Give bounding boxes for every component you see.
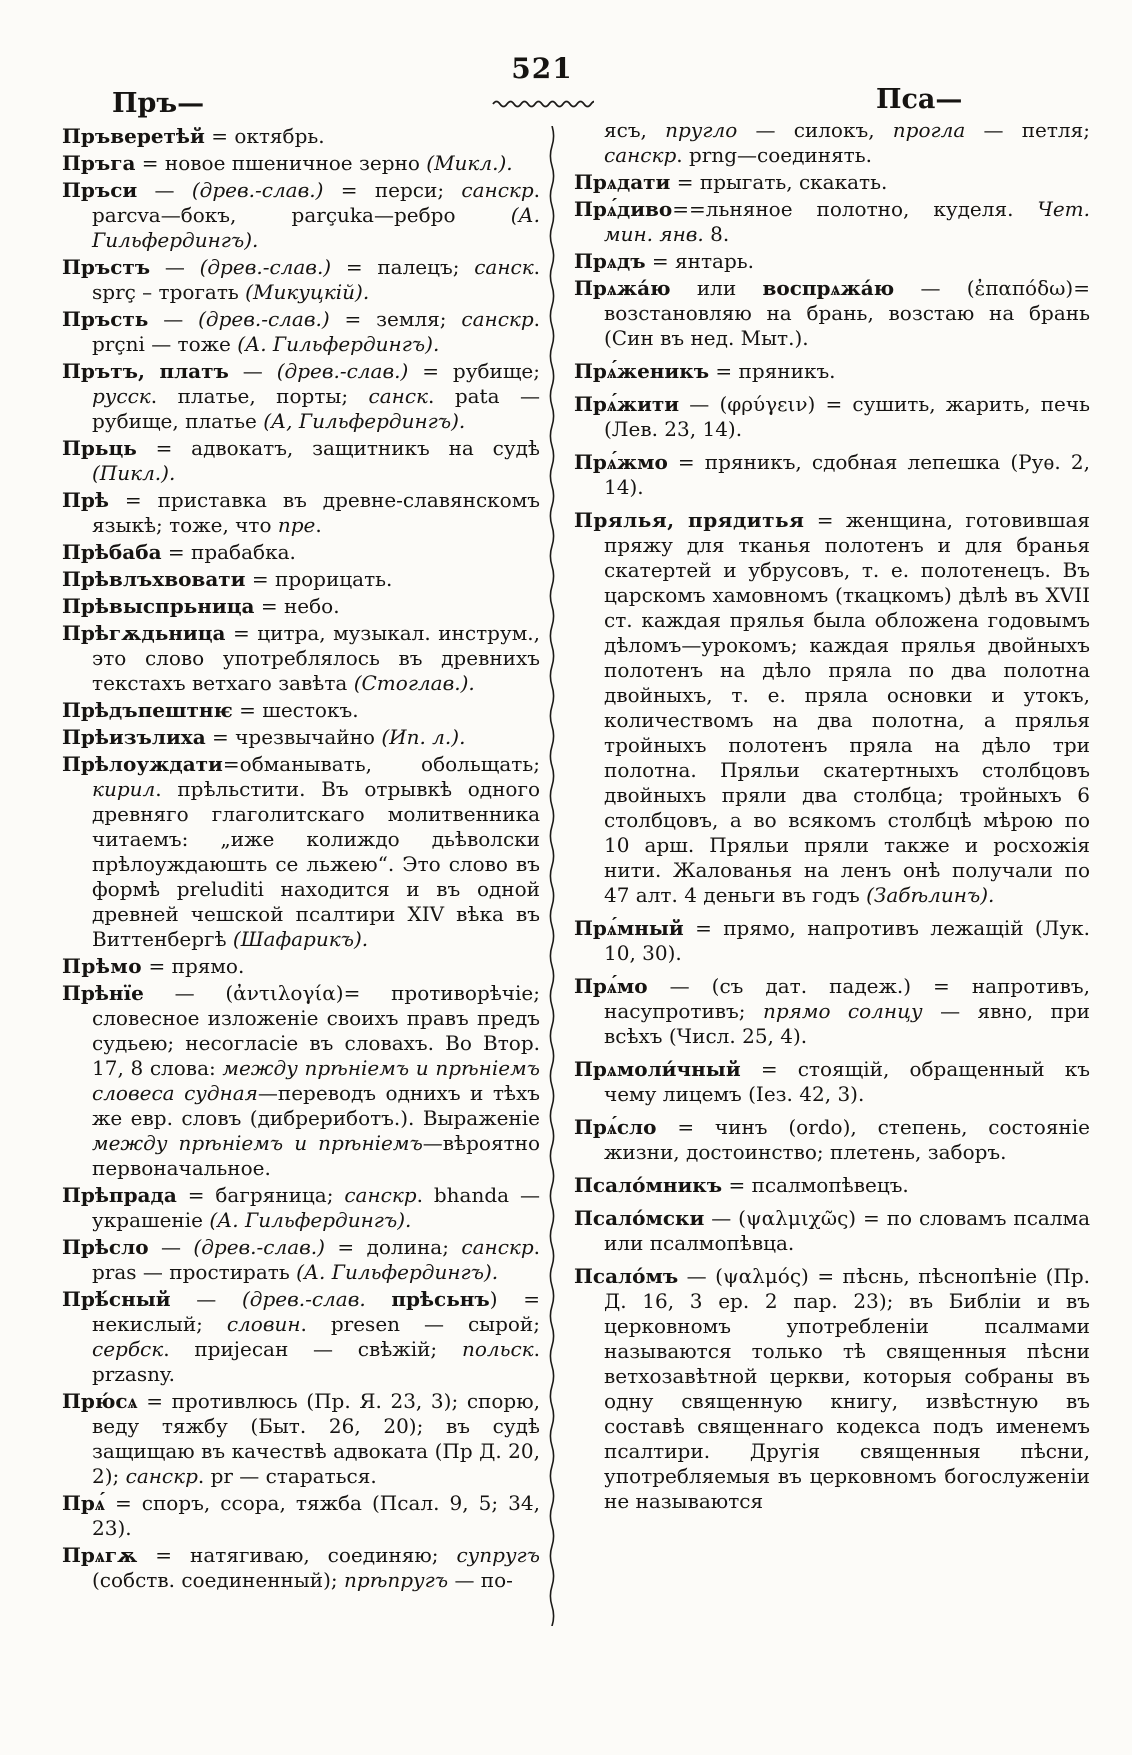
entry-text: = цитра, музыкал. инструм., это слово употреблялось въ древнихъ текстахъ ветхаго завѣта: [92, 621, 540, 695]
dictionary-entry: [574, 1173, 1090, 1198]
entry-text: пре: [277, 513, 316, 537]
entry-text: польск: [461, 1337, 534, 1361]
dictionary-entry: [62, 752, 540, 952]
entry-text: = чрезвычайно: [205, 725, 382, 749]
running-head-left: Пръ—: [112, 88, 205, 119]
entry-text: — (ψαλμός) = пѣснь, пѣснопѣніе (Пр. Д. 16, 3 ер. 2 пар. 23); въ Библіи и въ церковномъ употребленіи псалмами называются только тѣ священныя пѣсни ветхозавѣтной церкви, которыя собраны въ одну священную книгу, извѣстную въ составѣ священнаго кодекса подъ именемъ псалтири. Другія священныя пѣсни, употребляемыя въ церковномъ богослуженіи не называются: [604, 1264, 1090, 1513]
entry-text: санскр: [125, 1464, 198, 1488]
entry-text: . прѣльстити. Въ отрывкѣ одного древняго глаголитскаго молитвенника читаемъ: „иже колиждо дьѣволски прѣлоуждаюшть се льжею“. Это слово въ формѣ preluditi находится и въ одной древней чешской псалтири XIV вѣка въ Виттенбергѣ: [92, 777, 540, 951]
entry-text: санск: [474, 255, 534, 279]
dictionary-entry: [574, 170, 1090, 195]
entry-text: = небо.: [254, 594, 340, 618]
entry-text: (А. Гильфердингъ).: [92, 203, 540, 252]
right-column: [574, 118, 1090, 1516]
entry-headword: Прѣпрада: [62, 1183, 177, 1207]
entry-text: — (φρύγειν) = сушить, жарить, печь (Лев. 23, 14).: [604, 392, 1090, 441]
entry-text: —: [148, 307, 199, 331]
entry-text: = адвокатъ, защитникъ на судѣ: [136, 436, 540, 460]
dictionary-entry: [574, 249, 1090, 274]
dictionary-entry-continuation: [574, 118, 1090, 168]
entry-text: санскр: [461, 307, 534, 331]
entry-text: = шестокъ.: [232, 698, 359, 722]
entry-headword: Прѣвыспрьница: [62, 594, 255, 618]
entry-text: . pata — рубище, платье: [92, 384, 540, 433]
dictionary-entry: [62, 1543, 540, 1593]
entry-text: (Шафарикъ).: [232, 927, 369, 951]
entry-text: = прямо.: [142, 954, 245, 978]
entry-text: ==льняное полотно, куделя.: [672, 197, 1038, 221]
entry-headword: Пръсть: [62, 307, 149, 331]
entry-text: —: [150, 255, 200, 279]
entry-text: (Пикл.).: [92, 461, 176, 485]
entry-headword: Прѣ́сный: [62, 1287, 171, 1311]
entry-headword: Прѧ́мный: [574, 916, 684, 940]
dictionary-entry: [574, 392, 1090, 442]
dictionary-entry: [62, 1287, 540, 1387]
entry-headword: Прѣнїе: [62, 981, 144, 1005]
entry-headword: Псало́мъ: [574, 1264, 679, 1288]
left-column: [62, 124, 540, 1595]
entry-headword: Прѧ́диво: [574, 197, 673, 221]
entry-headword: Прѧ́: [62, 1491, 105, 1515]
entry-text: ясъ,: [604, 118, 666, 142]
entry-text: = псалмопѣвецъ.: [722, 1173, 909, 1197]
entry-headword: Прѣлоуждати: [62, 752, 223, 776]
entry-text: = противлюсь (Пр. Я. 23, 3); спорю, веду тяжбу (Быт. 26, 20); въ судѣ защищаю въ качествѣ адвоката (Пр Д. 20, 2);: [92, 1389, 540, 1488]
entry-text: прѣсьнъ: [391, 1287, 490, 1311]
entry-headword: Прѣдъпештнѥ: [62, 698, 233, 722]
entry-text: = приставка въ древне-славянскомъ языкѣ; тоже, что: [92, 488, 540, 537]
entry-text: словин: [226, 1312, 301, 1336]
entry-text: . pr — стараться.: [197, 1464, 377, 1488]
entry-text: = пряникъ, сдобная лепешка (Руѳ. 2, 14).: [604, 450, 1090, 499]
entry-text: =обманывать, обольщать;: [222, 752, 540, 776]
entry-text: . parcva—бокъ, parçuka—ребро: [92, 178, 540, 227]
entry-text: между прѣніемъ и прѣніемъ: [92, 1131, 423, 1155]
dictionary-entry: [62, 1183, 540, 1233]
dictionary-entry: [574, 916, 1090, 966]
entry-text: 8.: [703, 222, 730, 246]
entry-headword: Прѧдъ: [574, 249, 646, 273]
dictionary-entry: [62, 621, 540, 696]
entry-text: санскр: [461, 178, 534, 202]
entry-text: (А. Гильфердингъ).: [209, 1208, 412, 1232]
entry-text: . sprç – трогать: [92, 255, 540, 304]
entry-text: (древ.-слав.): [191, 178, 324, 202]
dictionary-entry: [62, 1235, 540, 1285]
entry-headword: Прѣбаба: [62, 540, 162, 564]
dictionary-entry: [574, 974, 1090, 1049]
entry-text: (собств. соединенный);: [92, 1568, 345, 1592]
entry-text: = чинъ (ordo), степень, состояніе жизни, достоинство; плетень, заборъ.: [604, 1115, 1090, 1164]
entry-text: .: [315, 513, 322, 537]
entry-text: . bhanda — украшеніе: [92, 1183, 540, 1232]
entry-text: — по-: [448, 1568, 513, 1592]
entry-text: русск: [92, 384, 151, 408]
dictionary-entry: [62, 124, 540, 149]
entry-text: — (ψαλμιχῶς) = по словамъ псалма или псалмопѣвца.: [604, 1206, 1090, 1255]
entry-text: = споръ, ссора, тяжба (Псал. 9, 5; 34, 23).: [92, 1491, 540, 1540]
entry-text: = прорицать.: [245, 567, 393, 591]
entry-headword: Прьць: [62, 436, 137, 460]
entry-text: между прѣніемъ и прѣніемъ словеса судная: [92, 1056, 540, 1105]
dictionary-entry: [62, 594, 540, 619]
dictionary-entry: [574, 508, 1090, 908]
entry-text: (Микуцкій).: [245, 280, 370, 304]
entry-text: = прямо, напротивъ лежащій (Лук. 10, 30).: [604, 916, 1090, 965]
entry-text: —: [228, 359, 277, 383]
entry-text: = прыгать, скакать.: [670, 170, 888, 194]
dictionary-entry: [62, 1389, 540, 1489]
page-number: 521: [511, 52, 573, 85]
entry-headword: Пръверетѣй: [62, 124, 205, 148]
entry-text: (Стоглав.).: [353, 671, 475, 695]
entry-text: — (съ дат. падеж.) = напротивъ, насупротивъ;: [604, 974, 1090, 1023]
entry-text: = натягиваю, соединяю;: [137, 1543, 457, 1567]
entry-headword: Прѧ́женикъ: [574, 359, 710, 383]
dictionary-entry: [574, 1115, 1090, 1165]
dictionary-entry: [62, 488, 540, 538]
dictionary-entry: [62, 151, 540, 176]
dictionary-entry: [574, 359, 1090, 384]
entry-text: (древ.-слав.): [198, 307, 330, 331]
entry-text: —: [148, 1235, 194, 1259]
entry-headword: Прѣмо: [62, 954, 143, 978]
entry-text: санск: [368, 384, 428, 408]
entry-text: = земля;: [329, 307, 462, 331]
entry-text: — петля;: [965, 118, 1090, 142]
dictionary-entry: [62, 567, 540, 592]
entry-text: (Микл.).: [426, 151, 513, 175]
entry-text: = долина;: [324, 1235, 462, 1259]
page-number-rule: [492, 94, 594, 113]
entry-text: Чет. мин. янв.: [604, 197, 1090, 246]
entry-text: . przasny.: [92, 1337, 540, 1386]
entry-headword: Прѧмоли́чный: [574, 1057, 741, 1081]
dictionary-entry: [574, 450, 1090, 500]
dictionary-entry: [62, 698, 540, 723]
entry-text: = октябрь.: [204, 124, 325, 148]
entry-text: — (ἀντιλογία)= противорѣчіе; словесное изложеніе своихъ правъ предъ судьею; несогласіе въ словахъ. Во Втор. 17, 8 слова:: [92, 981, 540, 1080]
entry-headword: Прѧжа́ю: [574, 276, 671, 300]
entry-text: = пряникъ.: [709, 359, 836, 383]
entry-text: = стоящій, обращенный къ чему лицемъ (Іез. 42, 3).: [604, 1057, 1090, 1106]
entry-text: — (ἐπαπόδω)= возстановляю на брань, возстаю на брань (Син въ нед. Мыт.).: [604, 276, 1090, 350]
entry-text: . prçni — тоже: [92, 307, 540, 356]
entry-headword: Прѧ́жити: [574, 392, 680, 416]
entry-text: прямо солнцу: [762, 999, 923, 1023]
entry-headword: Прялья, прядитья: [574, 508, 805, 532]
dictionary-entry: [62, 436, 540, 486]
entry-headword: Псало́мникъ: [574, 1173, 723, 1197]
entry-text: (древ.-слав.): [199, 255, 332, 279]
entry-text: = прабабка.: [161, 540, 296, 564]
entry-text: . pras — простирать: [92, 1235, 540, 1284]
entry-text: (Ип. л.).: [381, 725, 466, 749]
entry-headword: Прътъ, платъ: [62, 359, 229, 383]
entry-text: . prng—соединять.: [676, 143, 872, 167]
entry-text: (древ.-слав.): [276, 359, 409, 383]
entry-text: —: [170, 1287, 242, 1311]
entry-text: ) = некислый;: [92, 1287, 540, 1336]
entry-text: (древ.-слав.): [193, 1235, 325, 1259]
entry-text: (Забѣлинъ).: [866, 883, 995, 907]
dictionary-entry: [62, 1491, 540, 1541]
dictionary-entry: [62, 954, 540, 979]
entry-text: супругъ: [456, 1543, 540, 1567]
entry-text: (А. Гильфердингъ).: [237, 332, 440, 356]
entry-text: — силокъ,: [737, 118, 893, 142]
entry-text: . пријесан — свѣжій;: [163, 1337, 462, 1361]
entry-headword: Прѣ: [62, 488, 109, 512]
entry-text: санскр: [461, 1235, 534, 1259]
entry-headword: Прѣсло: [62, 1235, 149, 1259]
entry-text: сербск: [92, 1337, 164, 1361]
entry-text: —: [137, 178, 192, 202]
dictionary-entry: [62, 178, 540, 253]
dictionary-entry: [574, 276, 1090, 351]
entry-headword: Прѧ́жмо: [574, 450, 668, 474]
entry-headword: Пръстъ: [62, 255, 151, 279]
entry-text: (древ.-слав.: [241, 1287, 392, 1311]
entry-text: санскр: [604, 143, 677, 167]
dictionary-entry: [574, 1057, 1090, 1107]
entry-headword: Прѣизълиха: [62, 725, 206, 749]
dictionary-entry: [62, 307, 540, 357]
entry-text: = женщина, готовившая пряжу для тканья полотенъ и для бранья скатертей и убрусовъ, т. е. полотенецъ. Въ царскомъ хамовномъ (ткацкомъ) дѣлѣ въ XVII ст. каждая прялья была обложена годовымъ дѣломъ—урокомъ; каждая прялья двойныхъ полотенъ на дѣло пряла по два полотна двойныхъ, т. е. пряла основки и утокъ, количествомъ на два полотна, а прялья тройныхъ полотенъ пряла на дѣло три полотна. Пряльи скатертныхъ столбцовъ двойныхъ пряли два столбца; тройныхъ 6 столбцовъ, а во всякомъ столбцѣ мѣрою по 10 арш. Пряльи пряли также и росхожія нити. Жалованья на ленъ онѣ получали по 47 алт. 4 деньги въ годъ: [604, 508, 1090, 907]
entry-text: = багряница;: [176, 1183, 345, 1207]
dictionary-entry: [62, 359, 540, 434]
dictionary-entry: [574, 1206, 1090, 1256]
dictionary-entry: [62, 725, 540, 750]
entry-text: = рубище;: [408, 359, 540, 383]
entry-text: (А. Гильфердингъ).: [296, 1260, 499, 1284]
entry-text: = новое пшеничное зерно: [135, 151, 427, 175]
entry-headword: Прѣвлъхвовати: [62, 567, 246, 591]
entry-text: = янтарь.: [645, 249, 755, 273]
entry-text: —вѣроятно первоначальное.: [92, 1131, 540, 1180]
entry-headword: Прю́сѧ: [62, 1389, 138, 1413]
entry-text: —переводъ однихъ и тѣхъ же евр. словъ (дибрериботъ.). Выраженіе: [92, 1081, 540, 1130]
entry-text: = палецъ;: [331, 255, 475, 279]
entry-headword: Прѧгѫ: [62, 1543, 138, 1567]
column-divider: [546, 126, 558, 1630]
entry-headword: Прѧ́мо: [574, 974, 648, 998]
entry-text: . presen — сырой;: [300, 1312, 540, 1336]
entry-headword: Прѣгѫдьница: [62, 621, 226, 645]
entry-headword: Прѧдати: [574, 170, 671, 194]
running-head-right: Пса—: [876, 84, 963, 115]
entry-text: (А, Гильфердингъ).: [263, 409, 466, 433]
entry-text: или: [670, 276, 763, 300]
dictionary-entry: [574, 197, 1090, 247]
entry-headword: Пръга: [62, 151, 136, 175]
entry-headword: Прѧ́сло: [574, 1115, 657, 1139]
entry-text: кирил: [92, 777, 156, 801]
dictionary-entry: [62, 981, 540, 1181]
entry-headword: Пръси: [62, 178, 138, 202]
dictionary-entry: [62, 255, 540, 305]
entry-text: прѣпругъ: [344, 1568, 449, 1592]
entry-text: воспрѧжа́ю: [762, 276, 895, 300]
dictionary-entry: [574, 1264, 1090, 1514]
entry-headword: Псало́мски: [574, 1206, 705, 1230]
entry-text: — явно, при всѣхъ (Числ. 25, 4).: [604, 999, 1090, 1048]
entry-text: . платье, порты;: [150, 384, 369, 408]
entry-text: пругло: [665, 118, 738, 142]
entry-text: = перси;: [323, 178, 462, 202]
entry-text: прогла: [892, 118, 966, 142]
entry-text: санскр: [344, 1183, 417, 1207]
dictionary-entry: [62, 540, 540, 565]
